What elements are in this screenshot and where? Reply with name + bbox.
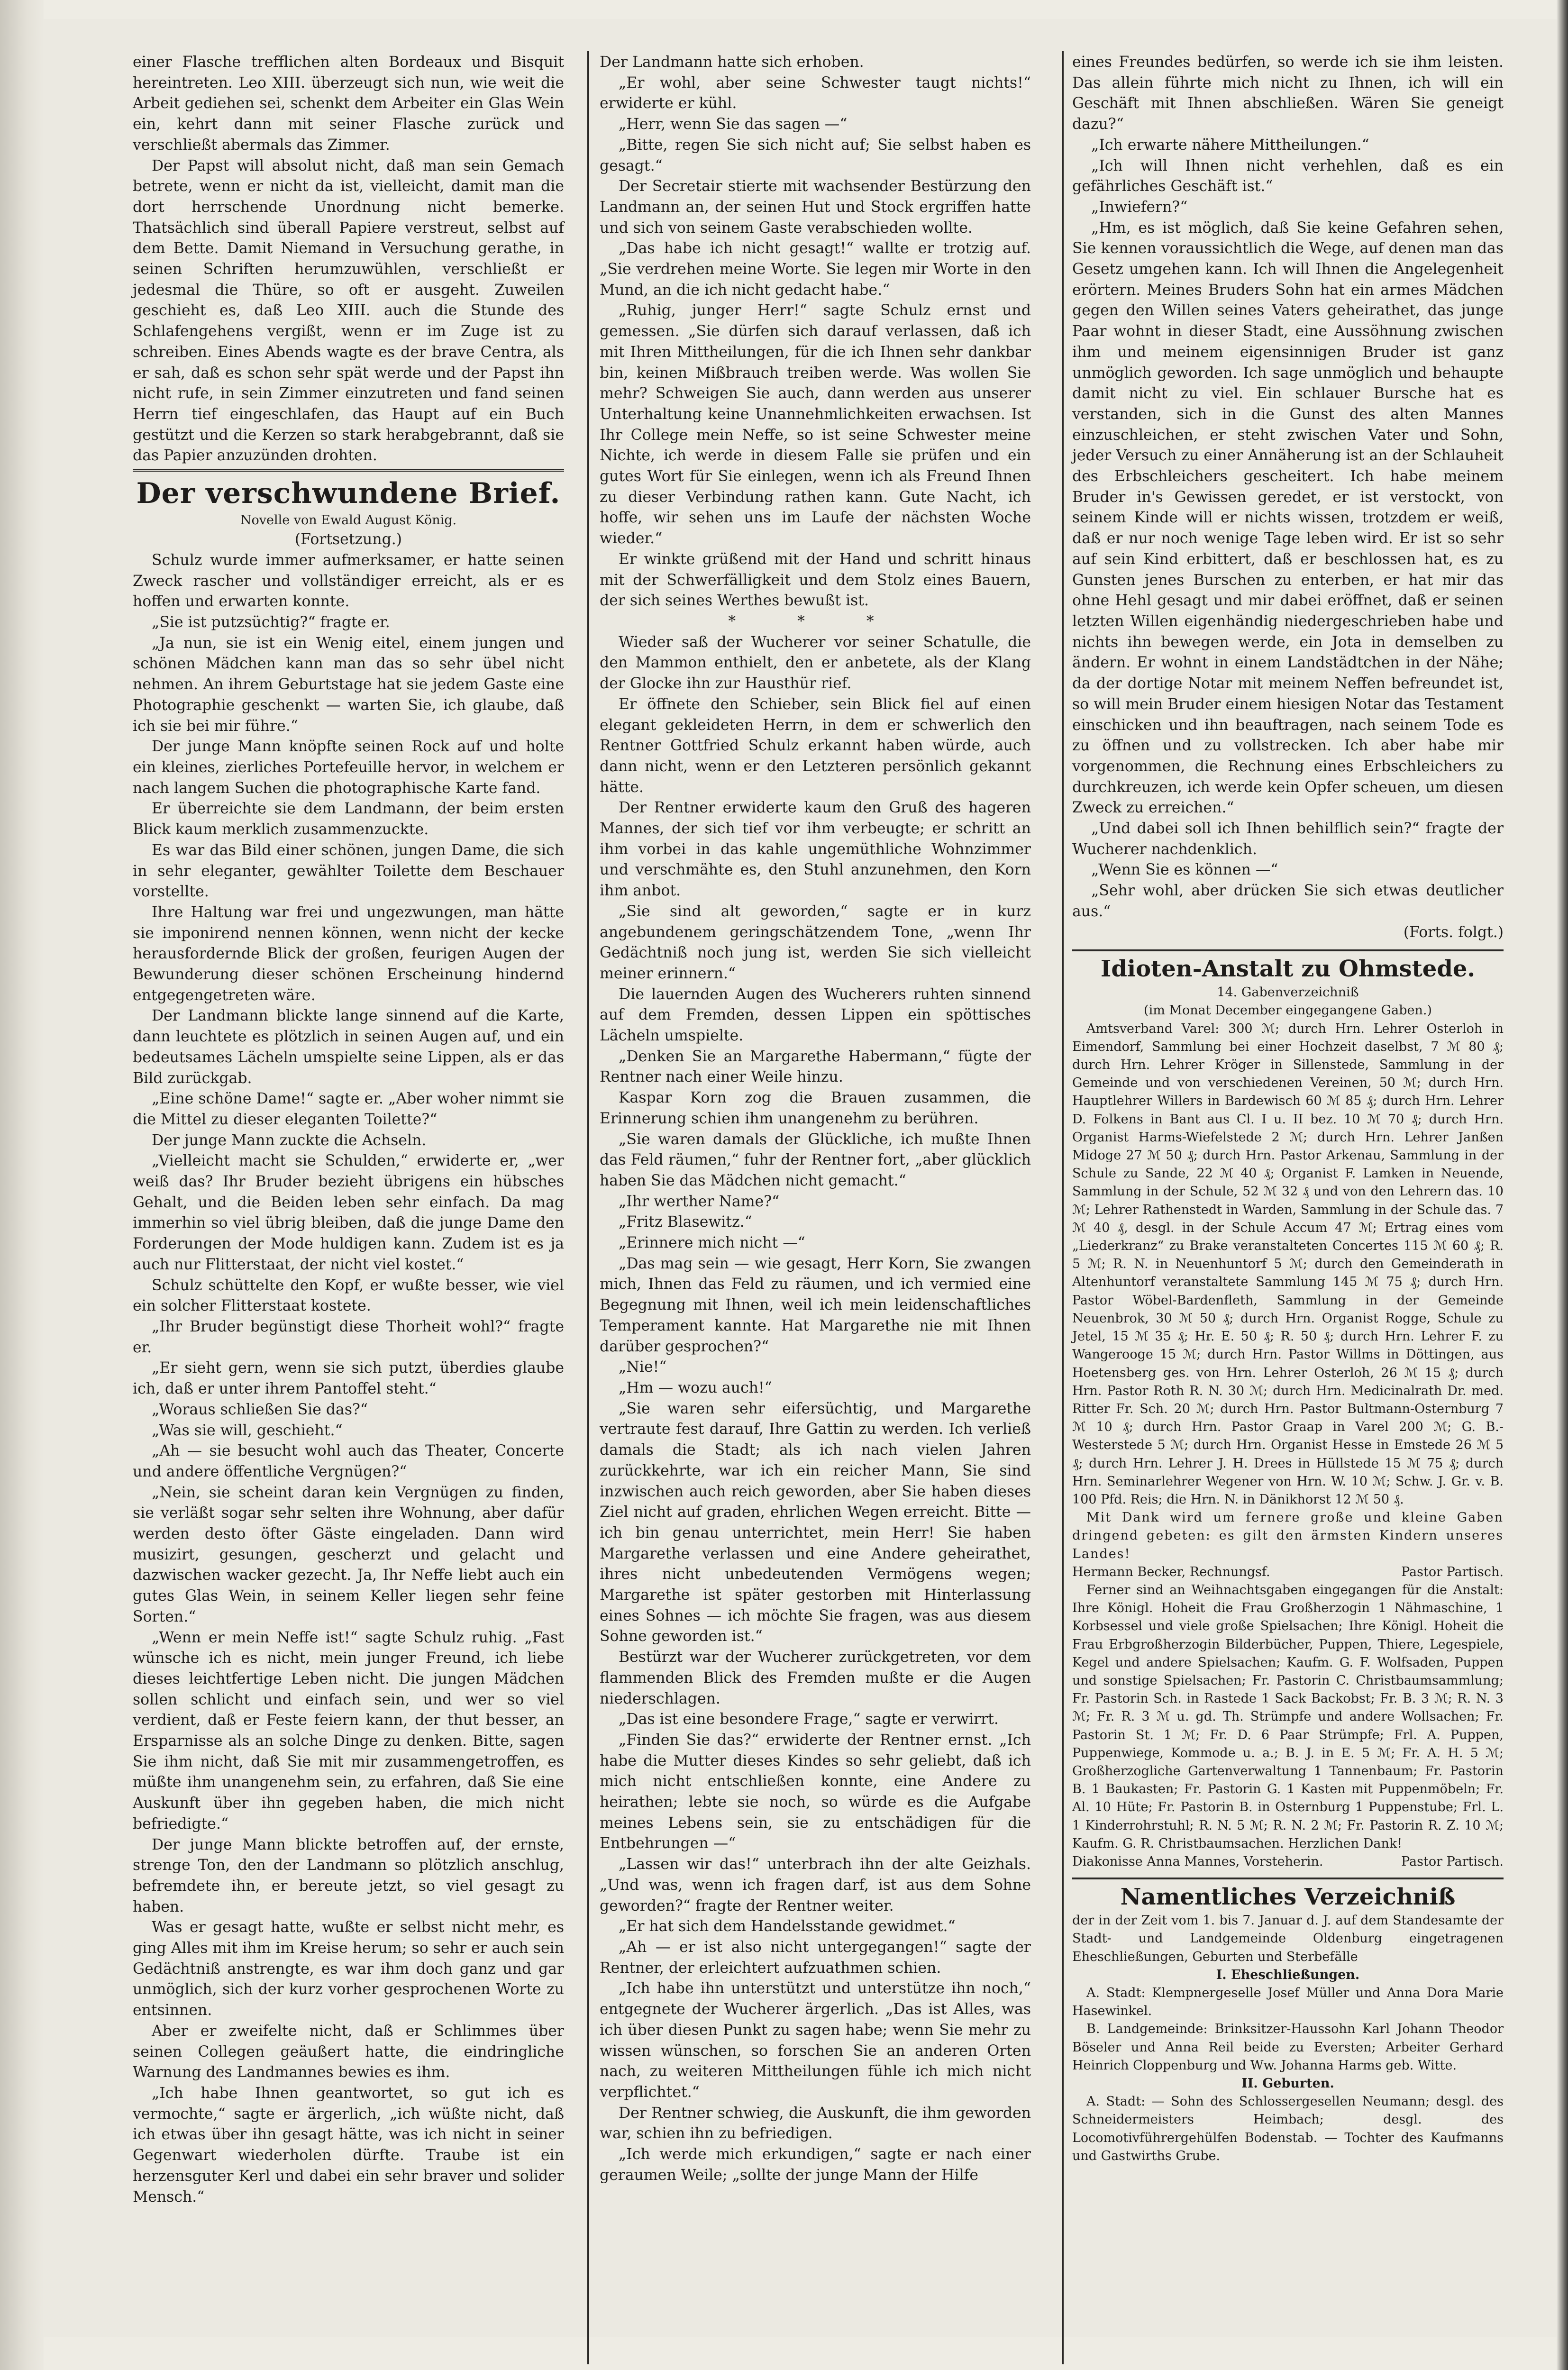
article-paragraph: Der Landmann hatte sich erhoben. <box>600 54 864 71</box>
article-paragraph: „Ich erwarte nähere Mittheilungen.“ <box>1091 136 1369 154</box>
page-edge-shadow <box>1557 0 1568 2370</box>
article-paragraph: „Lassen wir das!“ unterbrach ihn der alte Geizhals. „Und was, wenn ich fragen darf, ist aus dem Sohne geworden?“ fragte der Rentner weiter. <box>600 1856 1031 1914</box>
article-paragraph: Er überreichte sie dem Landmann, der beim ersten Blick kaum merklich zusammenzuckte. <box>133 800 564 839</box>
article-paragraph: „Nein, sie scheint daran kein Vergnügen zu finden, sie verläßt sogar sehr selten ihre Wohnung, aber dafür werden desto öfter Gäste eingeladen. Dann wird musizirt, gesungen, gescherzt und gelacht und dazwischen wacker gezecht. Ja, Ihr Neffe liebt auch ein gutes Glas Wein, in seinem Keller liegen sehr feine Sorten.“ <box>133 1484 564 1625</box>
article-paragraph: „Sie sind alt geworden,“ sagte er in kurz angebundenem geringschätzendem Tone, „wenn Ihr Gedächtniß noch jung ist, werden Sie sich vielleicht meiner erinnern.“ <box>600 902 1031 982</box>
article-paragraph: „Inwiefern?“ <box>1091 198 1188 216</box>
article-paragraph: Was er gesagt hatte, wußte er selbst nicht mehr, es ging Alles mit ihm im Kreise herum; so sehr er auch sein Gedächtniß anstrengte, es war ihm doch ganz und gar unmöglich, sich der kurz vorher gesprochenen Worte zu entsinnen. <box>133 1919 564 2019</box>
article-paragraph: Aber er zweifelte nicht, daß er Schlimmes über seinen Collegen geäußert hatte, die eindringliche Warnung des Landmannes bewies es ihm. <box>133 2022 564 2081</box>
christmas-signatures <box>1072 1853 1504 1871</box>
article-paragraph: Die lauernden Augen des Wucherers ruhten sinnend auf dem Fremden, dessen Lippen ein spöttisches Lächeln umspielte. <box>600 985 1031 1045</box>
article-paragraph: „Das habe ich nicht gesagt!“ wallte er trotzig auf. „Sie verdrehen meine Worte. Sie legen mir Worte in den Mund, an die ich nicht gedacht habe.“ <box>600 240 1031 299</box>
article-paragraph: Es war das Bild einer schönen, jungen Dame, die sich in sehr eleganter, gewählter Toilette dem Beschauer vorstellte. <box>133 841 564 901</box>
column-rule <box>587 51 589 2364</box>
donation-list-subtitle: (im Monat December eingegangene Gaben.) <box>1144 1003 1432 1018</box>
article-paragraph: „Ruhig, junger Herr!“ sagte Schulz ernst und gemessen. „Sie dürfen sich darauf verlassen, daß ich mit Ihren Mittheilungen, für die ich Ihnen sehr dankbar bin, keinen Mißbrauch treiben werde. Was wollen Sie mehr? Schweigen Sie auch, dann werden aus unserer Unterhaltung keine Unannehmlichkeiten erwachsen. Ist Ihr College mein Neffe, so ist seine Schwester meine Nichte, ich werde in diesem Falle sie prüfen und ein gutes Wort für Sie einlegen, wenn ich als Freund Ihnen zu dieser Verbindung rathen kann. Gute Nacht, ich hoffe, wir sehen uns im Laufe der nächsten Woche wieder.“ <box>600 302 1031 547</box>
article-paragraph: „Wenn er mein Neffe ist!“ sagte Schulz ruhig. „Fast wünsche ich es nicht, mein junger Freund, ich liebe dieses leichtfertige Leben nicht. Die jungen Mädchen sollen schlicht und einfach sein, und wer so viel verdient, daß er Feste feiern kann, der thut besser, an Ersparnisse als an solche Dinge zu denken. Bitte, sagen Sie ihm nicht, daß Sie mit mir zusammengetroffen, es müßte ihm unangenehm sein, zu erfahren, daß Sie eine Auskunft über ihn gegeben haben, die mich nicht befriedigte.“ <box>133 1629 564 1832</box>
article-paragraph: „Bitte, regen Sie sich nicht auf; Sie selbst haben es gesagt.“ <box>600 136 1031 174</box>
article-paragraph: Der junge Mann blickte betroffen auf, der ernste, strenge Ton, den der Landmann so plötzlich anschlug, befremdete ihn, er bereute jetzt, so viel gesagt zu haben. <box>133 1836 564 1915</box>
article-paragraph: eines Freundes bedürfen, so werde ich sie ihm leisten. Das allein führte mich nicht zu Ihnen, ich will ein Geschäft mit Ihnen abschließen. Wären Sie geneigt dazu?“ <box>1072 54 1504 133</box>
article-paragraph: Der junge Mann knöpfte seinen Rock auf und holte ein kleines, zierliches Portefeuille hervor, in welchem er nach langem Suchen die photographische Karte fand. <box>133 738 564 797</box>
novella-body <box>600 52 1031 611</box>
registry-entry: A. Stadt: Klempnergeselle Josef Müller und Anna Dora Marie Hasewinkel. <box>1072 1986 1504 2019</box>
novella-body <box>1072 52 1504 922</box>
column-rule <box>1062 51 1064 2364</box>
article-paragraph: Der Landmann blickte lange sinnend auf die Karte, dann leuchtete es plötzlich in seinen Augen auf, und ein bedeutsames Lächeln umspielte seine Lippen, als er das Bild zurückgab. <box>133 1007 564 1087</box>
registry-list <box>1072 1912 1504 2165</box>
registry-entry: B. Landgemeinde: Brinksitzer-Haussohn Karl Johann Theodor Böseler und Anna Reil beide zu Eversten; Arbeiter Gerhard Heinrich Cloppenburg und Ww. Johanna Harms geb. Witte. <box>1072 2022 1504 2073</box>
article-paragraph: „Denken Sie an Margarethe Habermann,“ fügte der Rentner nach einer Weile hinzu. <box>600 1048 1031 1086</box>
registry-intro: der in der Zeit vom 1. bis 7. Januar d. J. auf dem Standesamte der Stadt- und Landgemeinde Oldenburg eingetragenen Eheschließungen, Geburten und Sterbefälle <box>1072 1913 1504 1964</box>
article-paragraph: „Er sieht gern, wenn sie sich putzt, überdies glaube ich, daß er unter ihrem Pantoffel steht.“ <box>133 1359 564 1398</box>
article-paragraph: „Das mag sein — wie gesagt, Herr Korn, Sie zwangen mich, Ihnen das Feld zu räumen, und ich vermied eine Begegnung mit Ihnen, weil ich mein leidenschaftliches Temperament kannte. Hat Margarethe nie mit Ihnen darüber gesprochen?“ <box>600 1255 1031 1355</box>
article-paragraph: „Erinnere mich nicht —“ <box>619 1234 805 1252</box>
novella-byline: Novelle von Ewald August König. <box>240 513 457 528</box>
article-paragraph: „Hm — wozu auch!“ <box>619 1379 772 1396</box>
donation-signatures <box>1072 1563 1504 1581</box>
article-paragraph: einer Flasche trefflichen alten Bordeaux und Bisquit hereintreten. Leo XIII. überzeugt sich nun, wie weit die Arbeit gediehen sei, schenkt dem Arbeiter ein Glas Wein ein, kehrt dann mit seiner Flasche zurück und verschließt abermals das Zimmer. <box>133 54 564 154</box>
article-paragraph: Wieder saß der Wucherer vor seiner Schatulle, die den Mammon enthielt, den er anbetete, als der Klang der Glocke ihn zur Hausthür rief. <box>600 633 1031 693</box>
article-paragraph: Ihre Haltung war frei und ungezwungen, man hätte sie imponirend nennen können, wenn nicht der kecke herausfordernde Blick der großen, feurigen Augen der Bewunderung dieser schönen Erscheinung hindernd entgegengetreten wäre. <box>133 903 564 1004</box>
section-separator: * * * <box>728 612 903 630</box>
article-paragraph: Der Rentner erwiderte kaum den Gruß des hageren Mannes, der sich tief vor ihm verbeugte; er schritt an ihm vorbei in das kahle ungemüthliche Wohnzimmer und verschmähte es, den Stuhl anzunehmen, den Korn ihm anbot. <box>600 799 1031 900</box>
article-paragraph: Er winkte grüßend mit der Hand und schritt hinaus mit der Schwerfälligkeit und dem Stolz eines Bauern, der sich seines Werthes bewußt ist. <box>600 550 1031 610</box>
donation-entries: Amtsverband Varel: 300 ℳ; durch Hrn. Lehrer Osterloh in Eimendorf, Sammlung bei einer Hochzeit daselbst, 7 ℳ 80 ₰; durch Hrn. Lehrer Kröger in Sillenstede, Sammlung in der Gemeinde und von verschiedenen Vereinen, 50 ℳ; durch Hrn. Hauptlehrer Willers in Bardewisch 60 ℳ 85 ₰; durch Hrn. Lehrer D. Folkens in Bant aus Cl. I u. II bez. 10 ℳ 70 ₰; durch Hrn. Organist Harms-Wiefelstede 2 ℳ; durch Hrn. Lehrer Janßen Midoge 27 ℳ 50 ₰; durch Hrn. Pastor Arkenau, Sammlung in der Schule zu Sande, 22 ℳ 40 ₰; Organist F. Lamken in Neuende, Sammlung in der Schule, 52 ℳ 32 ₰ und von den Lehrern das. 10 ℳ; Lehrer Rathenstedt in Warden, Sammlung in der Schule das. 7 ℳ 40 ₰, desgl. in der Schule Accum 47 ℳ; Ertrag eines vom „Liederkranz“ zu Brake veranstalteten Concertes 115 ℳ 60 ₰; R. 5 ℳ; R. N. in Neuenhuntorf 5 ℳ; durch den Gemeinderath in Altenhuntorf veranstaltete Sammlung 145 ℳ 75 ₰; durch Hrn. Pastor Wöbel-Bardenfleth, Sammlung in der Gemeinde Neuenbrok, 30 ℳ 50 ₰; durch Hrn. Organist Rogge, Schule zu Jetel, 15 ℳ 35 ₰; Hr. E. 50 ₰; R. 50 ₰; durch Hrn. Lehrer F. zu Wangerooge 15 ℳ; durch Hrn. Pastor Willms in Döttingen, aus Hoetensberg ges. von Hrn. Lehrer Osterloh, 26 ℳ 15 ₰; durch Hrn. Pastor Roth R. N. 30 ℳ; durch Hrn. Medicinalrath Dr. med. Ritter Fr. Sch. 20 ℳ; durch Hrn. Pastor Bultmann-Osternburg 7 ℳ 10 ₰; durch Hrn. Pastor Graap in Varel 200 ℳ; G. B.-Westerstede 5 ℳ; durch Hrn. Organist Hesse in Emstede 26 ℳ 5 ₰; durch Hrn. Lehrer J. H. Drees in Hüllstede 15 ℳ 75 ₰; durch Hrn. Seminarlehrer Wegener von Hrn. W. 10 ℳ; Schw. J. Gr. v. B. 100 Pfd. Reis; die Hrn. N. in Dänikhorst 12 ℳ 50 ₰. <box>1072 1021 1504 1507</box>
article-paragraph: „Er wohl, aber seine Schwester taugt nichts!“ erwiderte er kühl. <box>600 74 1031 112</box>
article-paragraph: „Ihr werther Name?“ <box>619 1193 780 1210</box>
signature-left: Hermann Becker, Rechnungsf. <box>1072 1564 1270 1579</box>
article-paragraph: Der Secretair stierte mit wachsender Bestürzung den Landmann an, der seinen Hut und Stock ergriffen hatte und sich von seinem Gaste verabschieden wollte. <box>600 178 1031 237</box>
article-paragraph: Kaspar Korn zog die Brauen zusammen, die Erinnerung schien ihm unangenehm zu berühren. <box>600 1089 1031 1127</box>
article-paragraph: Der junge Mann zuckte die Achseln. <box>152 1131 427 1149</box>
article-paragraph: „Woraus schließen Sie das?“ <box>152 1401 368 1418</box>
article-paragraph: „Ich werde mich erkundigen,“ sagte er nach einer geraumen Weile; „sollte der junge Mann der Hilfe <box>600 2146 1031 2184</box>
article-paragraph: „Hm, es ist möglich, daß Sie keine Gefahren sehen, Sie kennen voraussichtlich die Wege, auf denen man das Gesetz umgehen kann. Ich will Ihnen die Angelegenheit erörtern. Meines Bruders Sohn hat ein armes Mädchen gegen den Willen seines Vaters geheirathet, das junge Paar wohnt in dieser Stadt, eine Aussöhnung zwischen ihm und meinem eigensinnigen Bruder ist ganz unmöglich geworden. Ich sage unmöglich und behaupte damit nicht zu viel. Ein schlauer Bursche hat es verstanden, sich in die Gunst des alten Mannes einzuschleichen, er steht zwischen Vater und Sohn, jeder Versuch zu einer Annäherung ist an der Schlauheit des Erbschleichers gescheitert. Ich habe meinem Bruder in's Gewissen geredet, er ist verstockt, von seinem Kinde will er nichts wissen, trotzdem er weiß, daß er nur noch wenige Tage leben wird. Er ist so sehr auf sein Kind erbittert, daß er beschlossen hat, es zu Gunsten jenes Burschen zu enterben, er hat mir das ohne Hehl gesagt und mir dabei eröffnet, daß er seinen letzten Willen eigenhändig niedergeschrieben habe und nichts ihn bewegen werde, ein Jota in demselben zu ändern. Er wohnt in einem Landstädtchen in der Nähe; da der dortige Notar mit meinem Neffen befreundet ist, so will mein Bruder einem hiesigen Notar das Testament einschicken und ihn beauftragen, nach seinem Tode es zu öffnen und zu vollstrecken. Ich aber habe mir vorgenommen, die Rechnung eines Erbschleichers zu durchkreuzen, ich werde kein Opfer scheuen, um diesen Zweck zu erreichen.“ <box>1072 219 1504 817</box>
column-1 <box>133 52 564 2207</box>
article-paragraph: „Sie waren sehr eifersüchtig, und Margarethe vertraute fest darauf, Ihre Gattin zu werden. Ich verließ damals die Stadt; als ich nach vielen Jahren zurückkehrte, war ich ein reicher Mann, Sie sind inzwischen auch reich geworden, aber Sie haben dieses Ziel nicht auf graden, ehrlichen Wegen erreicht. Bitte — ich bin genau unterrichtet, mein Herr! Sie haben Margarethe verlassen und eine Andere geheirathet, ihres nicht unbedeutenden Vermögens wegen; Margarethe ist später gestorben mit Hinterlassung eines Sohnes — ich möchte Sie fragen, was aus diesem Sohne geworden ist.“ <box>600 1400 1031 1645</box>
idioten-anstalt-heading: Idioten-Anstalt zu Ohmstede. <box>1072 949 1504 984</box>
article-paragraph: Der Rentner schwieg, die Auskunft, die ihm geworden war, schien ihn zu befriedigen. <box>600 2104 1031 2142</box>
donation-thanks: Mit Dank wird um fernere große und kleine Gaben dringend gebeten: es gilt den ärmsten Kindern unseres Landes! <box>1072 1510 1504 1561</box>
article-paragraph: „Fritz Blasewitz.“ <box>619 1213 752 1231</box>
article-paragraph: „Finden Sie das?“ erwiderte der Rentner ernst. „Ich habe die Mutter dieses Kindes so sehr geliebt, daß ich mich nicht entschließen konnte, eine Andere zu heirathen; lebte sie noch, so würde es die Aufgabe meines Lebens sein, sie zu entschädigen für die Entbehrungen —“ <box>600 1731 1031 1852</box>
donation-list-title: 14. Gabenverzeichniß <box>1217 985 1359 1000</box>
registry-heading: Namentliches Verzeichniß <box>1072 1878 1504 1912</box>
article-paragraph: „Wenn Sie es können —“ <box>1091 861 1278 879</box>
article-paragraph: „Nie!“ <box>619 1358 667 1376</box>
article-paragraph: Schulz wurde immer aufmerksamer, er hatte seinen Zweck rascher und vollständiger erreicht, als er es hoffen und erwarten konnte. <box>133 551 564 611</box>
article-paragraph: „Herr, wenn Sie das sagen —“ <box>619 116 848 133</box>
article-paragraph: „Er hat sich dem Handelsstande gewidmet.“ <box>619 1918 956 1935</box>
article-paragraph: Der Papst will absolut nicht, daß man sein Gemach betrete, wenn er nicht da ist, vielleicht, damit man die dort herrschende Unordnung nicht bemerke. Thatsächlich sind überall Papiere verstreut, selbst auf dem Bette. Damit Niemand in Versuchung gerathe, in seinen Schriften herumzuwühlen, verschließt er jedesmal die Thüre, so oft er ausgeht. Zuweilen geschieht es, daß Leo XIII. auch die Stunde des Schlafengehens vergißt, wenn er im Zuge ist zu schreiben. Eines Abends wagte es der brave Centra, als er sah, daß es schon sehr spät werde und der Papst ihn nicht rufe, in sein Zimmer einzutreten und fand seinen Herrn tief eingeschlafen, das Haupt auf ein Buch gestützt und die Kerzen so stark herabgebrannt, daß sie das Papier anzuzünden drohten. <box>133 157 564 465</box>
article-paragraph: „Ich will Ihnen nicht verhehlen, daß es ein gefährliches Geschäft ist.“ <box>1072 157 1504 195</box>
article-paragraph: „Sehr wohl, aber drücken Sie sich etwas deutlicher aus.“ <box>1072 882 1504 920</box>
article-paragraph: Er öffnete den Schieber, sein Blick fiel auf einen elegant gekleideten Herrn, in dem er schwerlich den Rentner Gottfried Schulz erkannt haben würde, auch dann nicht, wenn er den Letzteren persönlich gekannt hätte. <box>600 695 1031 796</box>
signature-right: Pastor Partisch. <box>1401 1854 1504 1869</box>
article-paragraph: „Sie waren damals der Glückliche, ich mußte Ihnen das Feld räumen,“ fuhr der Rentner fort, „aber glücklich haben Sie das Mädchen nicht gemacht.“ <box>600 1130 1031 1189</box>
article-paragraph: „Und dabei soll ich Ihnen behilflich sein?“ fragte der Wucherer nachdenklich. <box>1072 820 1504 858</box>
article-paragraph: „Vielleicht macht sie Schulden,“ erwiderte er, „wer weiß das? Ihr Bruder bezieht übrigens ein hübsches Gehalt, und die Beiden leben sehr einfach. Da mag immerhin so viel übrig bleiben, daß die junge Dame den Forderungen der Mode huldigen kann. Zudem ist es ja auch nur Flitterstaat, der nicht viel kostet.“ <box>133 1152 564 1273</box>
signature-right: Pastor Partisch. <box>1401 1564 1504 1579</box>
section-heading: II. Geburten. <box>1241 2076 1334 2091</box>
novella-body <box>133 550 564 2207</box>
article-paragraph: „Ah — er ist also nicht untergegangen!“ sagte der Rentner, der erleichtert aufzuathmen schien. <box>600 1938 1031 1977</box>
to-be-continued-note: (Forts. folgt.) <box>1403 923 1504 941</box>
article-paragraph: „Sie ist putzsüchtig?“ fragte er. <box>152 614 390 631</box>
article-paragraph: „Ich habe Ihnen geantwortet, so gut ich es vermochte,“ sagte er ärgerlich, „ich wüßte nicht, daß ich etwas über ihn gesagt hätte, was ich nicht in seiner Gegenwart wiederholen dürfte. Traube ist ein herzensguter Kerl und dabei ein sehr braver und solider Mensch.“ <box>133 2085 564 2206</box>
column-3 <box>1072 52 1504 2165</box>
section-heading: I. Eheschließungen. <box>1216 1967 1360 1982</box>
article-paragraph: „Ihr Bruder begünstigt diese Thorheit wohl?“ fragte er. <box>133 1318 564 1356</box>
donation-list <box>1072 984 1504 1871</box>
article-paragraph: „Ah — sie besucht wohl auch das Theater, Concerte und andere öffentliche Vergnügen?“ <box>133 1442 564 1480</box>
article-paragraph: Schulz schüttelte den Kopf, er wußte besser, wie viel ein solcher Flitterstaat kostete. <box>133 1276 564 1315</box>
article-paragraph: „Das ist eine besondere Frage,“ sagte er verwirrt. <box>619 1711 999 1728</box>
novella-body <box>600 632 1031 2186</box>
novella-title: Der verschwundene Brief. <box>133 469 564 511</box>
article-paragraph: „Eine schöne Dame!“ sagte er. „Aber woher nimmt sie die Mittel zu dieser eleganten Toilette?“ <box>133 1090 564 1128</box>
article-paragraph: „Ich habe ihn unterstützt und unterstütze ihn noch,“ entgegnete der Wucherer ärgerlich. „Das ist Alles, was ich über diesen Punkt zu sagen habe; wenn Sie mehr zu wissen wünschen, so forschen Sie an anderen Orten nach, zu weiteren Mittheilungen fühle ich mich nicht verpflichtet.“ <box>600 1980 1031 2101</box>
continuation-note: (Fortsetzung.) <box>294 531 402 548</box>
registry-entry: A. Stadt: — Sohn des Schlossergesellen Neumann; desgl. des Schneidermeisters Heimbach; desgl. des Locomotivführergehülfen Bodenstab. — Tochter des Kaufmanns und Gastwirths Grube. <box>1072 2094 1504 2163</box>
article-paragraph: „Was sie will, geschieht.“ <box>152 1422 343 1439</box>
book-spine-shadow <box>0 0 44 2370</box>
article-paragraph: „Ja nun, sie ist ein Wenig eitel, einem jungen und schönen Mädchen kann man das so sehr übel nicht nehmen. An ihrem Geburtstage hat sie jedem Gaste eine Photographie geschenkt — warten Sie, ich glaube, daß ich sie bei mir führe.“ <box>133 634 564 735</box>
column-2 <box>600 52 1031 2186</box>
christmas-gifts-entries: Ferner sind an Weihnachtsgaben eingegangen für die Anstalt: Ihre Königl. Hoheit die Frau Großherzogin 1 Nähmaschine, 1 Korbsessel und viele große Spielsachen; Ihre Königl. Hoheit die Frau Erbgroßherzogin Bilderbücher, Puppen, Thiere, Legespiele, Kegel und andere Spielsachen; Kaufm. G. F. Wolfsaden, Puppen und sonstige Spielsachen; Fr. Pastorin C. Christbaumsammlung; Fr. Pastorin Sch. in Rastede 1 Sack Backobst; Fr. B. 3 ℳ; R. N. 3 ℳ; Fr. R. 3 ℳ u. gd. Th. Strümpfe und andere Wollsachen; Fr. Pastorin St. 1 ℳ; Fr. D. 6 Paar Strümpfe; Frl. A. Puppen, Puppenwiege, Kommode u. a.; B. J. in E. 5 ℳ; Fr. A. H. 5 ℳ; Großherzogliche Gartenverwaltung 1 Tannenbaum; Fr. Pastorin B. 1 Baukasten; Fr. Pastorin G. 1 Kasten mit Puppenmöbeln; Fr. Al. 10 Hüte; Fr. Pastorin B. in Osternburg 1 Puppenstube; Frl. L. 1 Kinderrohrstuhl; R. N. 5 ℳ; R. N. 2 ℳ; Fr. Pastorin R. Z. 10 ℳ; Kaufm. G. R. Christbaumsachen. Herzlichen Dank! <box>1072 1582 1504 1851</box>
article-paragraph: Bestürzt war der Wucherer zurückgetreten, vor dem flammenden Blick des Fremden mußte er die Augen niederschlagen. <box>600 1649 1031 1707</box>
signature-left: Diakonisse Anna Mannes, Vorsteherin. <box>1072 1854 1323 1869</box>
